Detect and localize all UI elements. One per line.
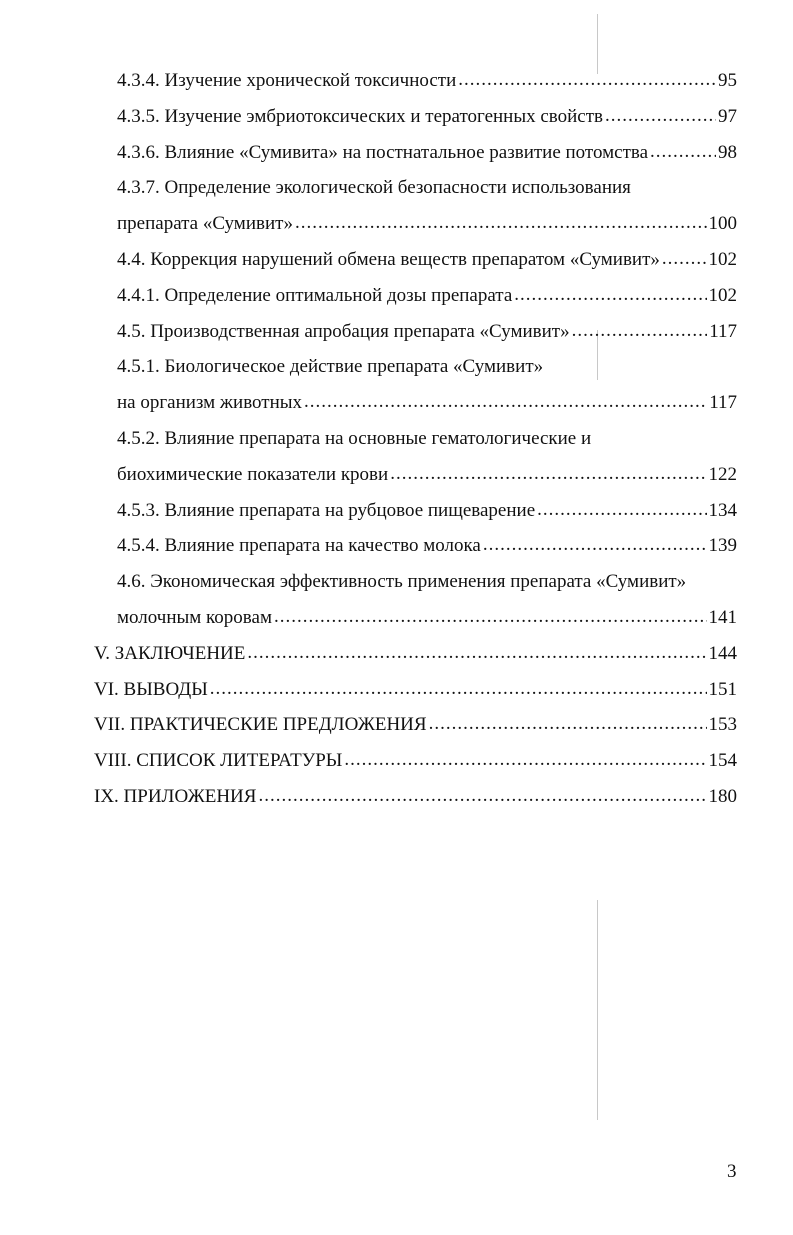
toc-entry [117, 606, 737, 630]
toc-entry [117, 320, 737, 344]
toc-entry-page: 144 [708, 643, 737, 664]
leader-dots [483, 533, 707, 557]
scan-artifact [597, 14, 598, 74]
leader-dots [650, 140, 716, 164]
page-number: 3 [727, 1161, 737, 1182]
toc-entry [117, 284, 737, 308]
toc-entry-page: 102 [708, 285, 737, 306]
leader-dots [662, 247, 707, 271]
scan-artifact [597, 900, 598, 1120]
toc-entry-label-line1: 4.5.2. Влияние препарата на основные гематологические и [117, 428, 592, 449]
toc-entry-label: на организм животных [117, 392, 303, 413]
leader-dots [304, 390, 707, 414]
toc-entry [94, 642, 737, 666]
leader-dots [274, 605, 707, 629]
toc-entry-page: 95 [718, 70, 737, 91]
toc-entry [94, 785, 737, 809]
toc-entry-label: 4.5.3. Влияние препарата на рубцовое пищеварение [117, 500, 536, 521]
leader-dots [258, 784, 706, 808]
toc-entry [94, 749, 737, 773]
leader-dots [210, 677, 707, 701]
leader-dots [572, 319, 708, 343]
toc-entry-label: молочным коровам [117, 607, 272, 628]
toc-entry-label: VI. ВЫВОДЫ [94, 679, 208, 700]
toc-entry-page: 134 [708, 500, 737, 521]
toc-entry-label: IX. ПРИЛОЖЕНИЯ [94, 786, 257, 807]
toc-entry-label: 4.3.5. Изучение эмбриотоксических и тератогенных свойств [117, 106, 604, 127]
leader-dots [537, 498, 706, 522]
toc-entry-label: 4.5. Производственная апробация препарата «Сумивит» [117, 321, 570, 342]
toc-entry-page: 153 [708, 714, 737, 735]
toc-entry [117, 463, 737, 487]
toc-entry-page: 102 [708, 249, 737, 270]
toc-entry [117, 105, 737, 129]
toc-entry [117, 391, 737, 415]
toc-entry-page: 154 [708, 750, 737, 771]
toc-entry-label: V. ЗАКЛЮЧЕНИЕ [94, 643, 246, 664]
toc-entry [117, 499, 737, 523]
toc-entry-label: 4.4. Коррекция нарушений обмена веществ препаратом «Сумивит» [117, 249, 660, 270]
leader-dots [390, 462, 706, 486]
toc-entry-label: 4.3.6. Влияние «Сумивита» на постнатальное развитие потомства [117, 142, 649, 163]
toc-entry-label: 4.4.1. Определение оптимальной дозы препарата [117, 285, 513, 306]
toc-entry-page: 100 [708, 213, 737, 234]
leader-dots [514, 283, 706, 307]
toc-entry [94, 713, 737, 737]
toc-entry-label-line1: 4.3.7. Определение экологической безопасности использования [117, 177, 631, 198]
toc-entry-label: VIII. СПИСОК ЛИТЕРАТУРЫ [94, 750, 343, 771]
toc-entry-page: 97 [718, 106, 737, 127]
leader-dots [605, 104, 716, 128]
toc-entry [94, 678, 737, 702]
leader-dots [295, 211, 707, 235]
toc-entry [117, 141, 737, 165]
leader-dots [458, 68, 716, 92]
leader-dots [344, 748, 706, 772]
toc-entry-page: 151 [708, 679, 737, 700]
toc-entry-page: 98 [718, 142, 737, 163]
toc-entry-page: 117 [709, 392, 737, 413]
toc-entry-label: 4.3.4. Изучение хронической токсичности [117, 70, 457, 91]
leader-dots [247, 641, 706, 665]
toc-entry-page: 141 [708, 607, 737, 628]
leader-dots [429, 712, 707, 736]
toc-entry [117, 248, 737, 272]
toc-entry-label: препарата «Сумивит» [117, 213, 293, 234]
toc-entry-label: VII. ПРАКТИЧЕСКИЕ ПРЕДЛОЖЕНИЯ [94, 714, 427, 735]
toc-entry [117, 534, 737, 558]
toc-entry-label-line1: 4.5.1. Биологическое действие препарата «Сумивит» [117, 356, 544, 377]
toc-entry-label: биохимические показатели крови [117, 464, 389, 485]
toc-entry-page: 139 [708, 535, 737, 556]
toc-entry [117, 212, 737, 236]
toc-entry-page: 180 [708, 786, 737, 807]
toc-entry [117, 69, 737, 93]
toc-entry-label-line1: 4.6. Экономическая эффективность применения препарата «Сумивит» [117, 571, 687, 592]
toc-entry-page: 117 [709, 321, 737, 342]
toc-entry-page: 122 [708, 464, 737, 485]
toc-entry-label: 4.5.4. Влияние препарата на качество молока [117, 535, 481, 556]
